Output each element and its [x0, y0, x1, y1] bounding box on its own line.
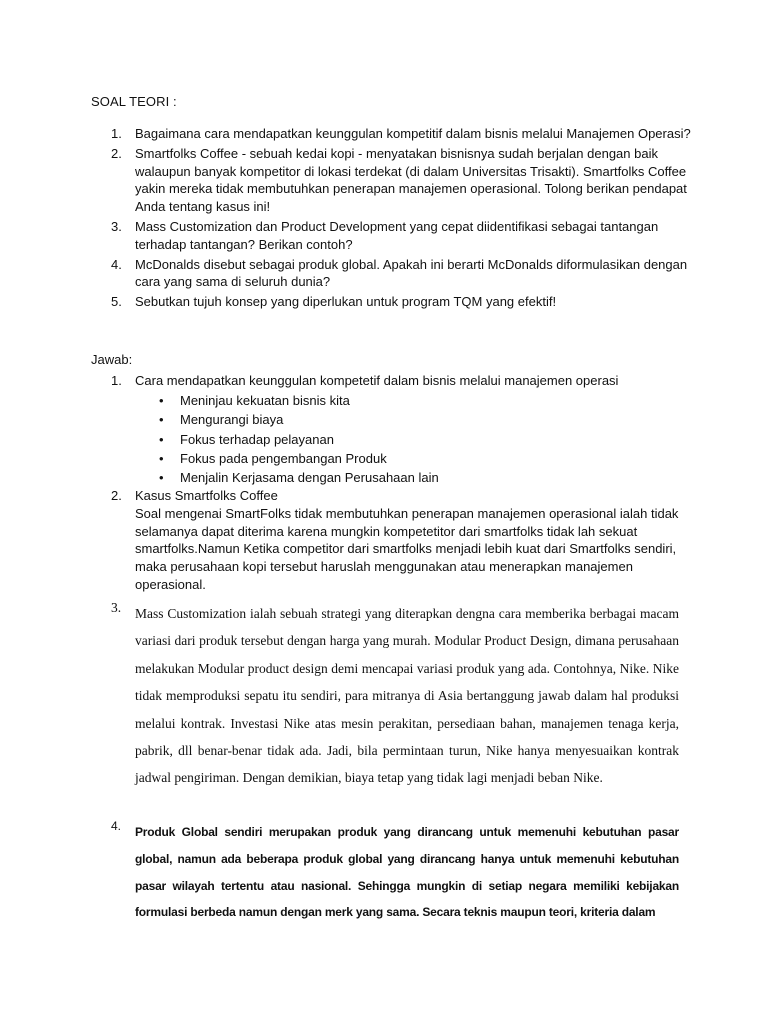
question-list — [91, 125, 691, 313]
answer-1-title: Cara mendapatkan keunggulan kompetetif dalam bisnis melalui manajemen operasi — [135, 373, 619, 388]
bullet-icon: • — [159, 470, 164, 486]
bullet-icon: • — [159, 392, 164, 408]
answer-2-body: Soal mengenai SmartFolks tidak membutuhkan penerapan manajemen operasional ialah tidak selamanya dapat diterima karena mungkin kompetetitor dari smartfolks tidak lah sekuat smartfolks.Namun Ketika competitor dari smartfolks menjadi lebih kuat dari Smartfolks sendiri, maka perusahaan kopi tersebut haruslah menggunakan atau menerapkan manajemen operasional. — [135, 505, 679, 592]
answer-number: 4. — [111, 819, 122, 833]
question-number: 4. — [111, 256, 122, 272]
question-number: 2. — [111, 145, 122, 161]
answer-4 — [91, 819, 679, 926]
question-item — [91, 218, 691, 254]
answer-1 — [91, 372, 691, 488]
answer-3-body: Mass Customization ialah sebuah strategi yang diterapkan dengna cara memberika berbagai macam variasi dari produk tersebut dengan harga yang murah. Modular Product Design, dimana perusahaan melakukan Modular product design demi mencapai variasi produk yang ada. Contohnya, Nike. Nike tidak memproduksi sepatu itu sendiri, para mitranya di Asia bertanggung jawab dalam hal produksi melalui kontrak. Investasi Nike atas mesin perakitan, persediaan bahan, manajemen tenaga kerja, pabrik, dll benar-benar tidak ada. Jadi, bila permintaan turun, Nike hanya menyesuaikan kontrak jadwal pengiriman. Dengan demikian, biaya tetap yang tidak lagi menjadi beban Nike. — [135, 606, 679, 786]
bullet-icon: • — [159, 412, 164, 428]
question-text: Mass Customization dan Product Development yang cepat diidentifikasi sebagai tantangan terhadap tantangan? Berikan contoh? — [135, 218, 659, 252]
answer-number: 3. — [111, 600, 122, 615]
answer-2-title: Kasus Smartfolks Coffee — [135, 488, 278, 503]
question-number: 5. — [111, 294, 122, 310]
bullet-icon: • — [159, 451, 164, 467]
question-item — [91, 256, 691, 292]
soal-heading: SOAL TEORI : — [91, 94, 177, 109]
question-text: McDonalds disebut sebagai produk global. Apakah ini berarti McDonalds diformulasikan dengan cara yang sama di seluruh dunia? — [135, 256, 688, 290]
bullet-text: Menjalin Kerjasama dengan Perusahaan lain — [180, 470, 439, 486]
question-number: 3. — [111, 218, 122, 234]
jawab-label: Jawab: — [91, 352, 133, 367]
question-item — [91, 145, 691, 216]
bullet-icon: • — [159, 431, 164, 447]
bullet-text: Fokus pada pengembangan Produk — [180, 451, 387, 467]
list-item — [91, 410, 691, 429]
bullet-text: Mengurangi biaya — [180, 412, 284, 428]
answer-number: 2. — [111, 488, 122, 503]
answer-number: 1. — [111, 373, 122, 388]
question-item — [91, 293, 691, 311]
question-text: Sebutkan tujuh konsep yang diperlukan untuk program TQM yang efektif! — [135, 294, 557, 310]
list-item — [91, 449, 691, 468]
bullet-text: Meninjau kekuatan bisnis kita — [180, 392, 350, 408]
question-item — [91, 125, 691, 143]
answer-3 — [91, 600, 679, 792]
answer-2 — [91, 487, 691, 594]
answer-2-row — [91, 487, 691, 594]
question-number: 1. — [111, 126, 122, 141]
question-text: Bagaimana cara mendapatkan keunggulan kompetitif dalam bisnis melalui Manajemen Operasi? — [135, 126, 691, 141]
list-item — [91, 391, 691, 410]
list-item — [91, 430, 691, 449]
answer-4-body: Produk Global sendiri merupakan produk yang dirancang untuk memenuhi kebutuhan pasar global, namun ada beberapa produk global yang dirancang hanya untuk memenuhi kebutuhan pasar wilayah tertentu atau nasional. Sehingga mungkin di setiap negara memiliki kebijakan formulasi berbeda namun dengan merk yang sama. Secara teknis maupun teori, kriteria dalam — [135, 825, 679, 920]
list-item — [91, 468, 691, 487]
question-text: Smartfolks Coffee - sebuah kedai kopi - menyatakan bisnisnya sudah berjalan dengan baik walaupun banyak kompetitor di lokasi terdekat (di dalam Universitas Trisakti). Smartfolks Coffee yakin mereka tidak membutuhkan penerapan manajemen operasional. Tolong berikan pendapat Anda tentang kasus ini! — [135, 145, 687, 215]
bullet-text: Fokus terhadap pelayanan — [180, 431, 334, 447]
answer-1-title-row — [91, 372, 691, 390]
answer-1-bullet-list — [91, 391, 691, 488]
